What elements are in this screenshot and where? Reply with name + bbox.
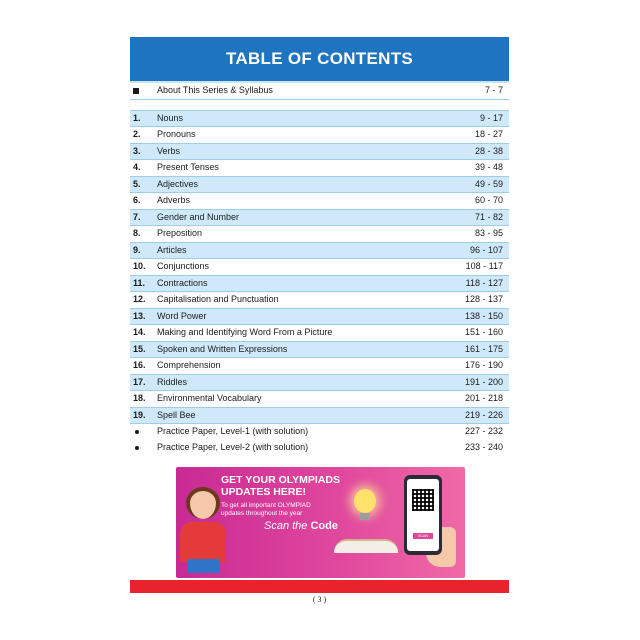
light-bulb-icon — [354, 489, 376, 513]
toc-row-practice — [130, 440, 509, 456]
banner-cta-prefix: Scan the — [264, 520, 308, 532]
toc-row — [130, 408, 509, 425]
toc-entry-number: 7. — [133, 211, 141, 222]
toc-entry-title: Capitalisation and Punctuation — [157, 294, 279, 304]
page-number: ( 3 ) — [312, 595, 327, 604]
toc-row — [130, 391, 509, 408]
toc-practice-papers — [130, 424, 509, 455]
banner-headline — [221, 474, 340, 498]
toc-entry-title: Adverbs — [157, 195, 191, 205]
toc-entry-title: Spell Bee — [157, 409, 196, 420]
girl-illustration-icon — [186, 487, 220, 519]
toc-entry-number: 18. — [133, 393, 146, 403]
toc-entry-pages: 191 - 200 — [464, 376, 503, 387]
toc-entry-pages: 233 - 240 — [464, 441, 503, 452]
girl-shirt-icon — [180, 522, 226, 562]
toc-entry-pages: 39 - 48 — [474, 162, 503, 172]
toc-entry-pages: 151 - 160 — [464, 327, 503, 337]
toc-entry-title: Practice Paper, Level-1 (with solution) — [157, 426, 309, 436]
toc-entry-number: 12. — [133, 294, 146, 304]
toc-entry-number: 17. — [133, 376, 146, 387]
square-bullet-icon — [133, 88, 139, 94]
toc-entry-number: 13. — [133, 310, 146, 321]
toc-entry-pages: 7 - 7 — [484, 85, 503, 95]
toc-entry-title: Comprehension — [157, 360, 221, 370]
toc-entry-title: Conjunctions — [157, 261, 210, 271]
footer-bar — [130, 580, 509, 593]
toc-entry-number: 4. — [133, 162, 141, 172]
banner-cta-bold: Code — [310, 520, 338, 532]
toc-entry-title: Gender and Number — [157, 211, 240, 222]
toc-entry-title: Word Power — [157, 310, 207, 321]
toc-entry-number: 5. — [133, 178, 141, 189]
toc-entry-title: Adjectives — [157, 178, 199, 189]
toc-entry-pages: 18 - 27 — [474, 129, 503, 139]
toc-entry-title: Present Tenses — [157, 162, 219, 172]
toc-entry-title: Nouns — [157, 112, 184, 123]
toc-entry-pages: 176 - 190 — [464, 360, 503, 370]
toc-entry-title: Making and Identifying Word From a Picture — [157, 327, 333, 337]
phone-scan-button[interactable]: SCAN — [413, 533, 433, 539]
toc-entries — [130, 111, 509, 425]
page-title: TABLE OF CONTENTS — [225, 49, 414, 68]
toc-page — [130, 37, 509, 455]
toc-entry-number: 16. — [133, 360, 146, 370]
olympiad-updates-banner[interactable] — [176, 467, 465, 578]
toc-row — [130, 276, 509, 293]
toc-row-practice — [130, 424, 509, 440]
toc-entry-pages: 108 - 117 — [465, 261, 503, 271]
toc-row — [130, 309, 509, 326]
toc-row — [130, 111, 509, 128]
toc-entry-pages: 118 - 127 — [465, 277, 503, 288]
toc-entry-pages: 201 - 218 — [464, 393, 503, 403]
toc-entry-number: 8. — [133, 228, 141, 238]
toc-entry-pages: 49 - 59 — [474, 178, 503, 189]
banner-subtext: To get all important OLYMPIAD updates throughout the year — [221, 502, 311, 517]
bulb-base-icon — [360, 513, 370, 520]
round-bullet-icon — [135, 446, 139, 450]
toc-entry-number: 3. — [133, 145, 141, 156]
toc-entry-number: 11. — [133, 277, 146, 288]
toc-entry-title: Riddles — [157, 376, 188, 387]
toc-entry-title: Environmental Vocabulary — [157, 393, 262, 403]
toc-entry-title: Verbs — [157, 145, 181, 156]
toc-entry-title: Articles — [157, 244, 187, 255]
toc-entry-title: Pronouns — [157, 129, 196, 139]
girl-jeans-icon — [188, 559, 220, 573]
toc-entry-title: Practice Paper, Level-2 (with solution) — [157, 441, 309, 452]
toc-row — [130, 144, 509, 161]
toc-entry-number: 1. — [133, 112, 141, 123]
toc-entry-pages: 96 - 107 — [469, 244, 503, 255]
toc-entry-pages: 28 - 38 — [474, 145, 503, 156]
toc-row — [130, 160, 509, 177]
toc-entry-number: 10. — [133, 261, 146, 271]
toc-entry-number: 19. — [133, 409, 146, 420]
toc-entry-number: 9. — [133, 244, 141, 255]
toc-entry-number: 2. — [133, 129, 141, 139]
toc-entry-pages: 128 - 137 — [464, 294, 503, 304]
toc-entry-number: 6. — [133, 195, 141, 205]
toc-entry-title: Contractions — [157, 277, 208, 288]
qr-code-icon[interactable] — [412, 489, 434, 511]
toc-header — [130, 37, 509, 83]
toc-entry-number: 14. — [133, 327, 146, 337]
toc-row-about — [130, 83, 509, 100]
toc-row — [130, 259, 509, 276]
toc-entry-number: 15. — [133, 343, 146, 354]
toc-row — [130, 375, 509, 392]
toc-entry-title: About This Series & Syllabus — [157, 85, 273, 95]
toc-row — [130, 210, 509, 227]
toc-entry-pages: 138 - 150 — [464, 310, 503, 321]
toc-row — [130, 243, 509, 260]
toc-entry-pages: 161 - 175 — [464, 343, 503, 354]
round-bullet-icon — [135, 430, 139, 434]
open-book-icon — [334, 539, 398, 553]
toc-row — [130, 358, 509, 375]
toc-entry-title: Spoken and Written Expressions — [157, 343, 288, 354]
toc-entry-pages: 219 - 226 — [464, 409, 503, 420]
banner-cta — [264, 520, 338, 532]
banner-headline-line-2: UPDATES HERE! — [221, 486, 306, 498]
toc-row — [130, 342, 509, 359]
toc-entry-pages: 83 - 95 — [474, 228, 503, 238]
banner-headline-line-1: GET YOUR OLYMPIADS — [221, 474, 341, 486]
toc-row — [130, 127, 509, 144]
toc-row — [130, 292, 509, 309]
toc-row — [130, 177, 509, 194]
toc-entry-pages: 9 - 17 — [479, 112, 503, 123]
toc-entry-pages: 227 - 232 — [464, 426, 503, 436]
toc-entry-pages: 60 - 70 — [474, 195, 503, 205]
toc-entry-pages: 71 - 82 — [474, 211, 503, 222]
toc-row — [130, 325, 509, 342]
toc-spacer — [130, 100, 509, 111]
toc-row — [130, 226, 509, 243]
toc-row — [130, 193, 509, 210]
toc-entry-title: Preposition — [157, 228, 203, 238]
